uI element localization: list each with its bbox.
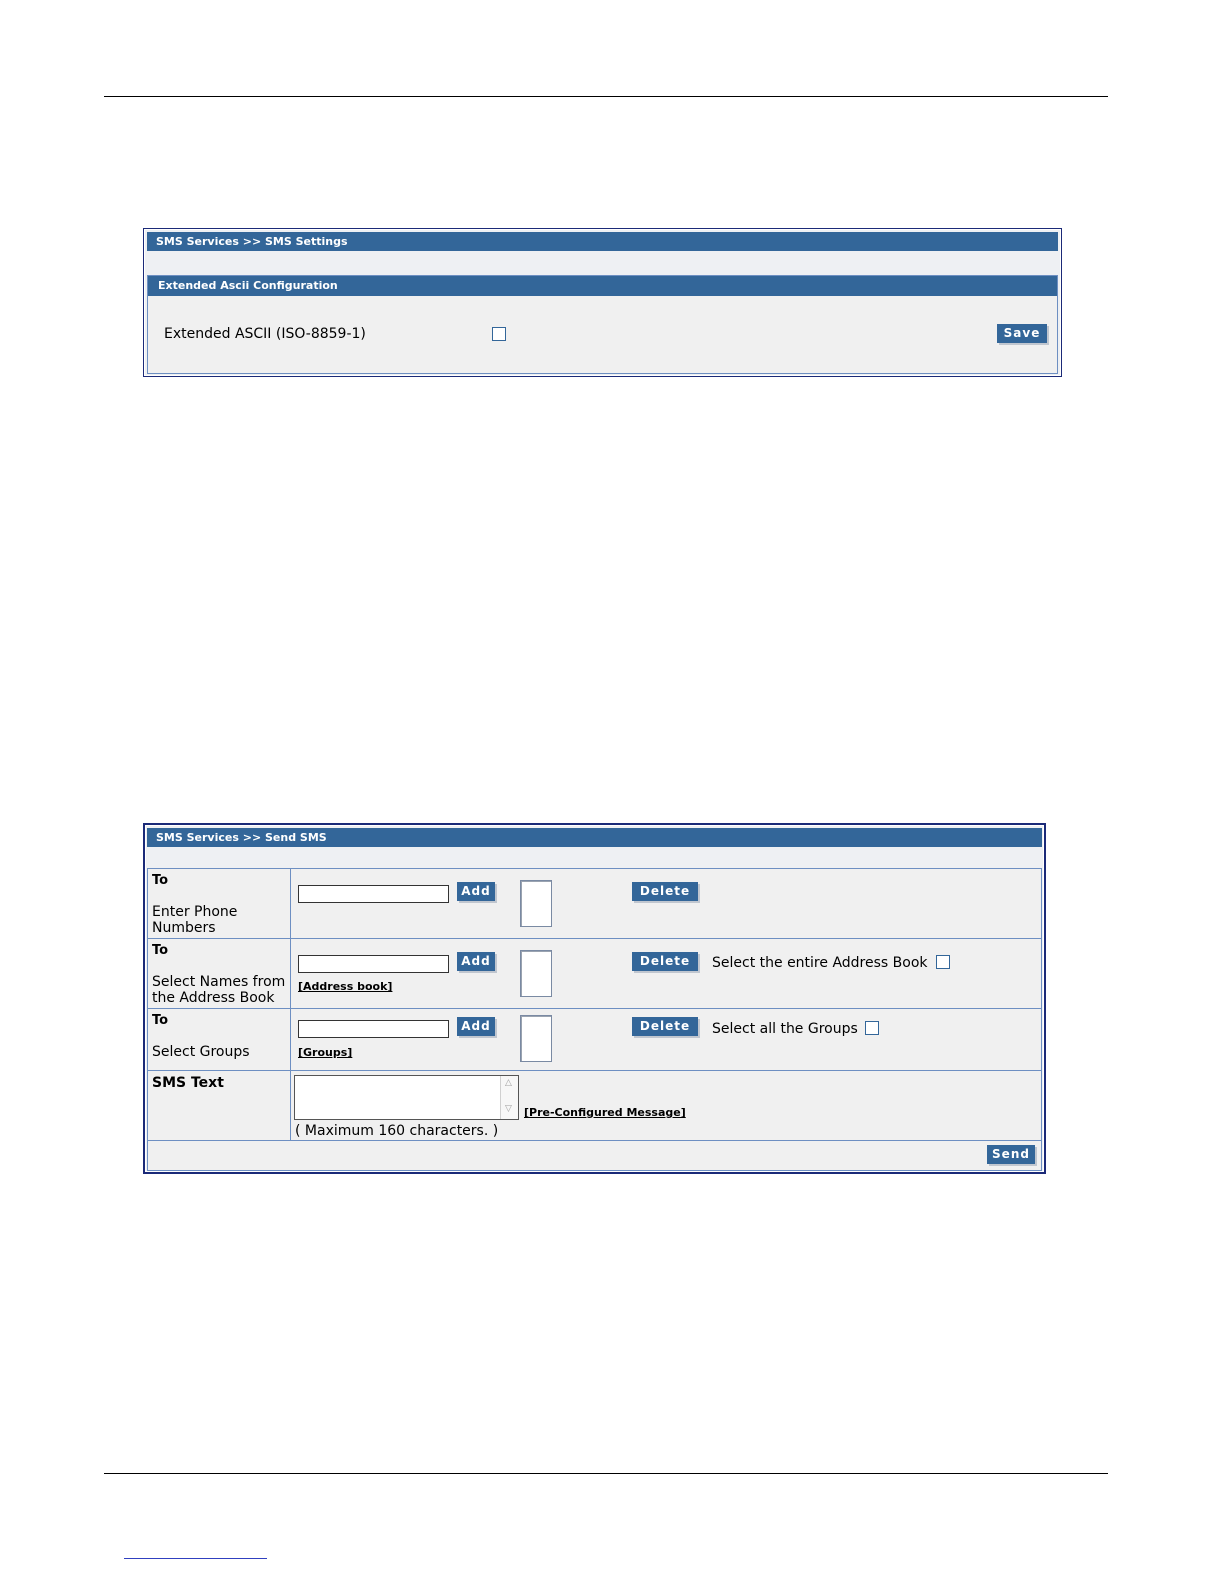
addressbook-row-label-cell [148, 939, 291, 1008]
groups-row-label: Select Groups [152, 1044, 250, 1060]
send-sms-body [146, 826, 1043, 1171]
groups-link[interactable]: [Groups] [298, 1046, 353, 1059]
scroll-up-icon[interactable]: △ [505, 1078, 512, 1088]
sms-text-area[interactable] [294, 1075, 519, 1120]
sms-text-label-cell [148, 1071, 291, 1140]
groups-list[interactable] [520, 1015, 552, 1062]
groups-row-heading: To [152, 1013, 169, 1028]
extended-ascii-section [147, 275, 1058, 374]
send-sms-title: SMS Services >> Send SMS [147, 828, 1042, 847]
sms-text-scrollbar[interactable] [500, 1076, 518, 1119]
footer-link-underline[interactable] [124, 1558, 267, 1559]
phone-row-label-1: Enter Phone [152, 904, 238, 920]
extended-ascii-section-title: Extended Ascii Configuration [148, 276, 1057, 296]
addressbook-input[interactable] [298, 955, 449, 973]
sms-text-heading: SMS Text [152, 1075, 224, 1091]
select-entire-address-book-checkbox[interactable] [936, 955, 950, 969]
send-button[interactable]: Send [987, 1145, 1035, 1164]
phone-row [148, 869, 1041, 939]
addressbook-row [148, 939, 1041, 1009]
addressbook-row-label-1: Select Names from [152, 974, 286, 990]
sms-settings-panel [143, 228, 1062, 377]
select-all-groups-checkbox[interactable] [865, 1021, 879, 1035]
extended-ascii-label: Extended ASCII (ISO-8859-1) [164, 326, 366, 342]
extended-ascii-checkbox[interactable] [492, 327, 506, 341]
scroll-down-icon[interactable]: ▽ [505, 1104, 512, 1114]
max-characters-hint: ( Maximum 160 characters. ) [295, 1123, 499, 1139]
phone-list[interactable] [520, 880, 552, 927]
send-sms-form [147, 868, 1042, 1171]
send-sms-panel [143, 823, 1046, 1174]
groups-row-label-cell [148, 1009, 291, 1070]
sms-text-row [148, 1071, 1041, 1141]
select-all-groups-label: Select all the Groups [712, 1021, 858, 1037]
phone-number-input[interactable] [298, 885, 449, 903]
delete-phone-button[interactable]: Delete [632, 882, 698, 901]
groups-input[interactable] [298, 1020, 449, 1038]
groups-row [148, 1009, 1041, 1071]
addressbook-row-heading: To [152, 943, 169, 958]
save-button[interactable]: Save [997, 324, 1047, 343]
add-groups-button[interactable]: Add [457, 1017, 495, 1036]
delete-addressbook-button[interactable]: Delete [632, 952, 698, 971]
footer-rule [104, 1473, 1108, 1474]
address-book-link[interactable]: [Address book] [298, 980, 393, 993]
sms-settings-title: SMS Services >> SMS Settings [147, 232, 1058, 251]
phone-row-label-cell [148, 869, 291, 938]
phone-row-label-2: Numbers [152, 920, 216, 936]
add-addressbook-button[interactable]: Add [457, 952, 495, 971]
addressbook-list[interactable] [520, 950, 552, 997]
select-entire-address-book-label: Select the entire Address Book [712, 955, 928, 971]
delete-groups-button[interactable]: Delete [632, 1017, 698, 1036]
pre-configured-message-link[interactable]: [Pre-Configured Message] [524, 1106, 686, 1119]
sms-settings-body [145, 230, 1060, 375]
header-rule [104, 96, 1108, 97]
phone-row-heading: To [152, 873, 169, 888]
addressbook-row-label-2: the Address Book [152, 990, 275, 1006]
add-phone-button[interactable]: Add [457, 882, 495, 901]
